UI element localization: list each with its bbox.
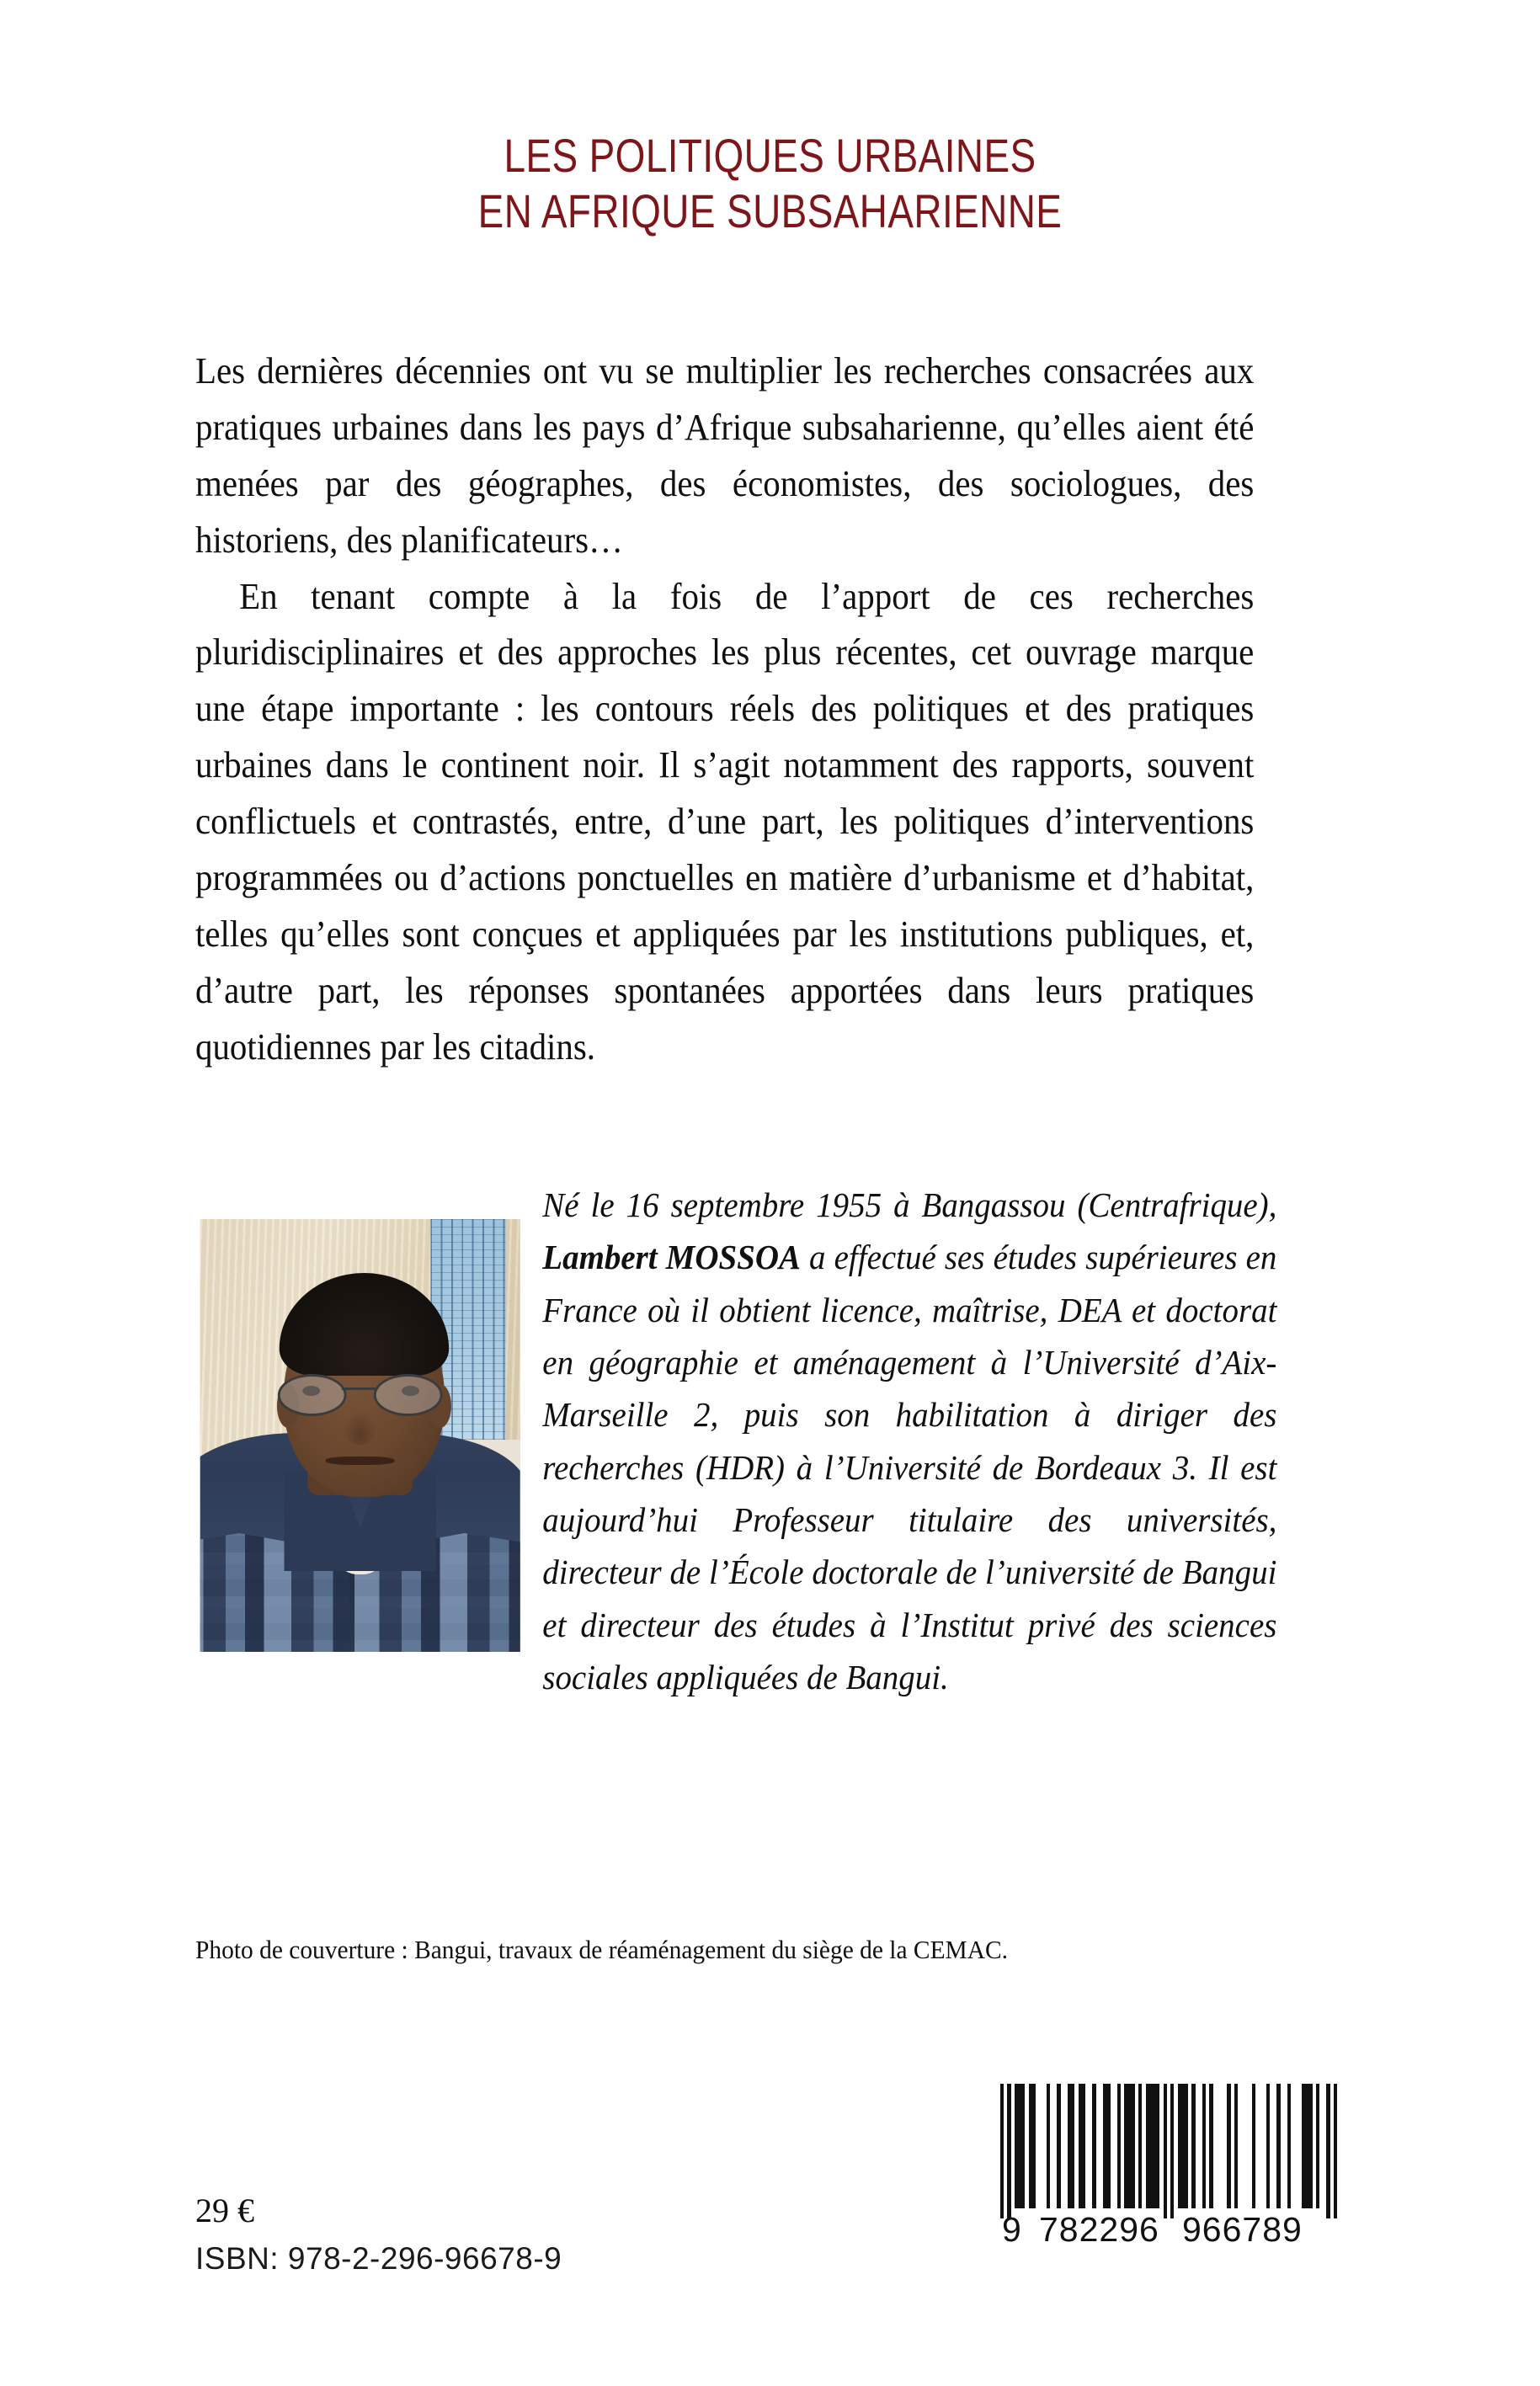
description-paragraph-2: En tenant compte à la fois de l’apport de ces recherches pluridisciplinaires et des approches les plus récentes, cet ouvrage marque une étape importante : les contours réels des politiques et des pratiques urbaines dans le continent noir. Il s’agit notamment des rapports, souvent conflictuels et contrastés, entre, d’une part, les politiques d’interventions programmées ou d’actions ponctuelles en matière d’urbanisme et d’habitat, telles qu’elles sont conçues et appliquées par les institutions publiques, et, d’autre part, les réponses spontanées apportées dans leurs pratiques quotidiennes par les citadins. (195, 575, 1255, 1068)
barcode-digits (1000, 2210, 1337, 2249)
barcode-digit-group-1: 9 (1002, 2210, 1022, 2249)
page-title (0, 128, 1540, 239)
barcode-digit-group-2: 782296 (1039, 2210, 1159, 2249)
bio-text-before-name: Né le 16 septembre 1955 à Bangassou (Centrafrique), (542, 1185, 1277, 1224)
title-line-1: LES POLITIQUES URBAINES (504, 129, 1036, 182)
bio-text-after-name: a effectué ses études supérieures en France où il obtient licence, maîtrise, DEA et doctorat en géographie et aménagement à l’Université d’Aix-Marseille 2, puis son habilitation à diriger des recherches (HDR) à l’Université de Bordeaux 3. Il est aujourd’hui Professeur titulaire des universités, directeur de l’École doctorale de l’université de Bangui et directeur des études à l’Institut privé des sciences sociales appliquées de Bangui. (542, 1238, 1277, 1696)
eyeglasses-bridge (342, 1387, 379, 1390)
eyeglasses-left-lens (278, 1374, 347, 1416)
barcode-digit-group-3: 966789 (1182, 2210, 1303, 2249)
price-label: 29 € (195, 2192, 254, 2229)
author-photo (200, 1219, 520, 1652)
isbn-barcode (1000, 2084, 1337, 2249)
barcode-bars (1000, 2084, 1337, 2218)
eyeglasses-right-lens (374, 1374, 443, 1416)
isbn-label: ISBN: 978-2-296-96678-9 (195, 2241, 562, 2276)
book-description (195, 344, 1254, 1075)
cover-photo-caption: Photo de couverture : Bangui, travaux de réaménagement du siège de la CEMAC. (195, 1935, 1009, 1964)
author-biography (195, 1179, 1276, 1703)
photo-person-nose (344, 1411, 377, 1445)
author-name: Lambert MOSSOA (542, 1238, 801, 1277)
description-paragraph-1: Les dernières décennies ont vu se multiplier les recherches consacrées aux pratiques urbaines dans les pays d’Afrique subsaharienne, qu’elles aient été menées par des géographes, des économistes, des sociologues, des historiens, des planificateurs… (195, 350, 1255, 561)
photo-eyeglasses (278, 1374, 443, 1411)
photo-person-mouth (326, 1457, 395, 1465)
title-line-2: EN AFRIQUE SUBSAHARIENNE (477, 184, 1063, 238)
